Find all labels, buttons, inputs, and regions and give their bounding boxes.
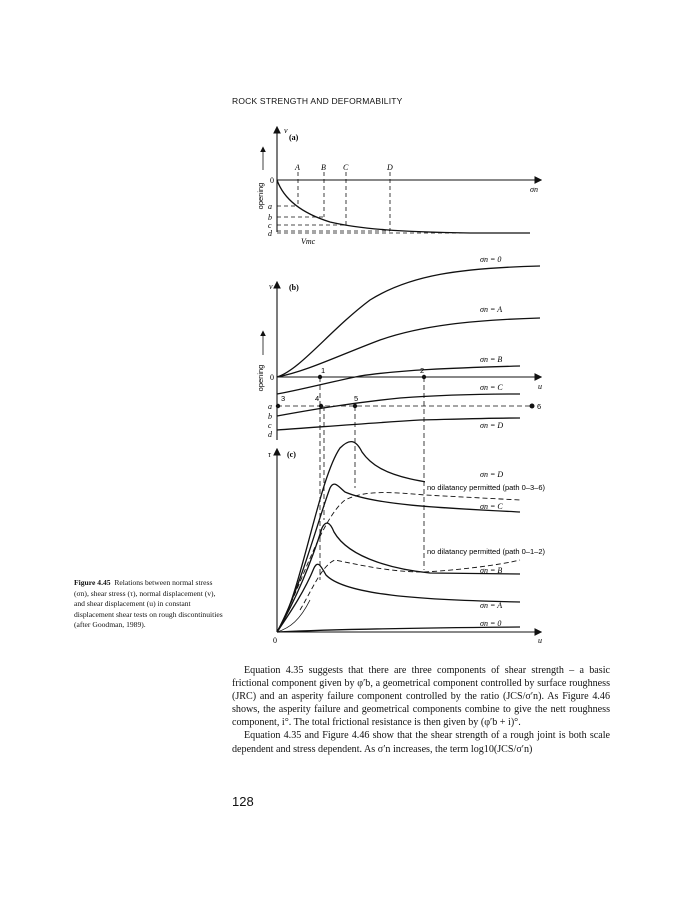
panel-b-opening-label: opening <box>256 364 265 392</box>
shear-label-sigma-a: σn = A <box>480 601 503 610</box>
panel-a-tag: (a) <box>289 133 299 142</box>
point-4: 4 <box>315 394 320 403</box>
panel-a-origin: 0 <box>270 176 274 185</box>
no-dilatancy-note-2: no dilatancy permitted (path 0–1–2) <box>427 547 545 556</box>
vmc-label: Vmc <box>301 237 316 246</box>
dilation-curve-sigma-c <box>277 394 520 416</box>
panel-a <box>256 126 540 246</box>
shear-label-sigma-c: σn = C <box>480 502 503 511</box>
panel-a-opening-label: opening <box>256 182 265 210</box>
panel-a-x-axis-label: σn <box>530 185 538 194</box>
start-mark-d: d <box>268 430 272 439</box>
shear-label-sigma-b: σn = B <box>480 566 503 575</box>
shear-label-sigma-d: σn = D <box>480 470 504 479</box>
curve-label-sigma-c: σn = C <box>480 383 503 392</box>
start-mark-a: a <box>268 402 272 411</box>
no-dilatancy-note-1: no dilatancy permitted (path 0–3–6) <box>427 483 545 492</box>
curve-label-sigma-d: σn = D <box>480 421 504 430</box>
panel-a-y-axis-label: v <box>284 126 288 135</box>
stress-mark-b: B <box>321 163 326 172</box>
paragraph-2: Equation 4.35 and Figure 4.46 show that the shear strength of a rough joint is both scale dependent and stress dependent. As σ′n increases, the term log10(JCS/σ′n) <box>232 730 610 755</box>
closure-mark-d: d <box>268 229 272 238</box>
panel-c-y-axis-label: τ <box>268 450 271 459</box>
panel-b-tag: (b) <box>289 283 299 292</box>
panel-c-x-axis-label: u <box>538 636 542 645</box>
curve-label-sigma-b: σn = B <box>480 355 503 364</box>
panel-c-tag: (c) <box>287 450 296 459</box>
closure-mark-a: a <box>268 202 272 211</box>
shear-label-sigma-0: σn = 0 <box>480 619 502 628</box>
panel-c-origin: 0 <box>273 636 277 645</box>
curve-label-sigma-a: σn = A <box>480 305 503 314</box>
page-number: 128 <box>232 794 254 809</box>
running-header: ROCK STRENGTH AND DEFORMABILITY <box>232 96 403 106</box>
body-text <box>232 664 610 756</box>
paragraph-1: Equation 4.35 suggests that there are three components of shear strength – a basic frictional component given by φ′b, a geometrical component controlled by surface roughness (JRC) and an asperity failure component controlled by the ratio (JCS/σ′n). As Figure 4.46 shows, the asperity failure and geometrical components combine to give the nett roughness component, i°. The total frictional resistance is then given by (φ′b + i)°. <box>232 665 610 729</box>
no-dilatancy-path-036 <box>277 493 520 632</box>
stress-mark-c: C <box>343 163 349 172</box>
point-3: 3 <box>281 394 286 403</box>
closure-mark-b: b <box>268 213 272 222</box>
closure-mark-c: c <box>268 221 272 230</box>
panel-c <box>268 442 553 645</box>
start-mark-b: b <box>268 412 272 421</box>
caption-label: Figure 4.45 <box>74 578 111 587</box>
stress-mark-a: A <box>295 163 300 172</box>
panel-b-y-axis-label: v <box>269 282 273 291</box>
panel-b <box>256 255 542 440</box>
point-1: 1 <box>321 366 326 375</box>
figure-caption <box>74 578 224 631</box>
panel-b-origin: 0 <box>270 373 274 382</box>
point-2: 2 <box>420 366 425 375</box>
point-6: 6 <box>537 402 542 411</box>
curve-label-sigma-0: σn = 0 <box>480 255 502 264</box>
panel-b-x-axis-label: u <box>538 382 542 391</box>
stress-mark-d: D <box>387 163 393 172</box>
point-5: 5 <box>354 394 359 403</box>
start-mark-c: c <box>268 421 272 430</box>
caption-text: Relations between normal stress (σn), shear stress (τ), normal displacement (v), and shear displacement (u) in constant displacement shear tests on rough discontinuities (after Goodman, 1989). <box>74 578 223 630</box>
